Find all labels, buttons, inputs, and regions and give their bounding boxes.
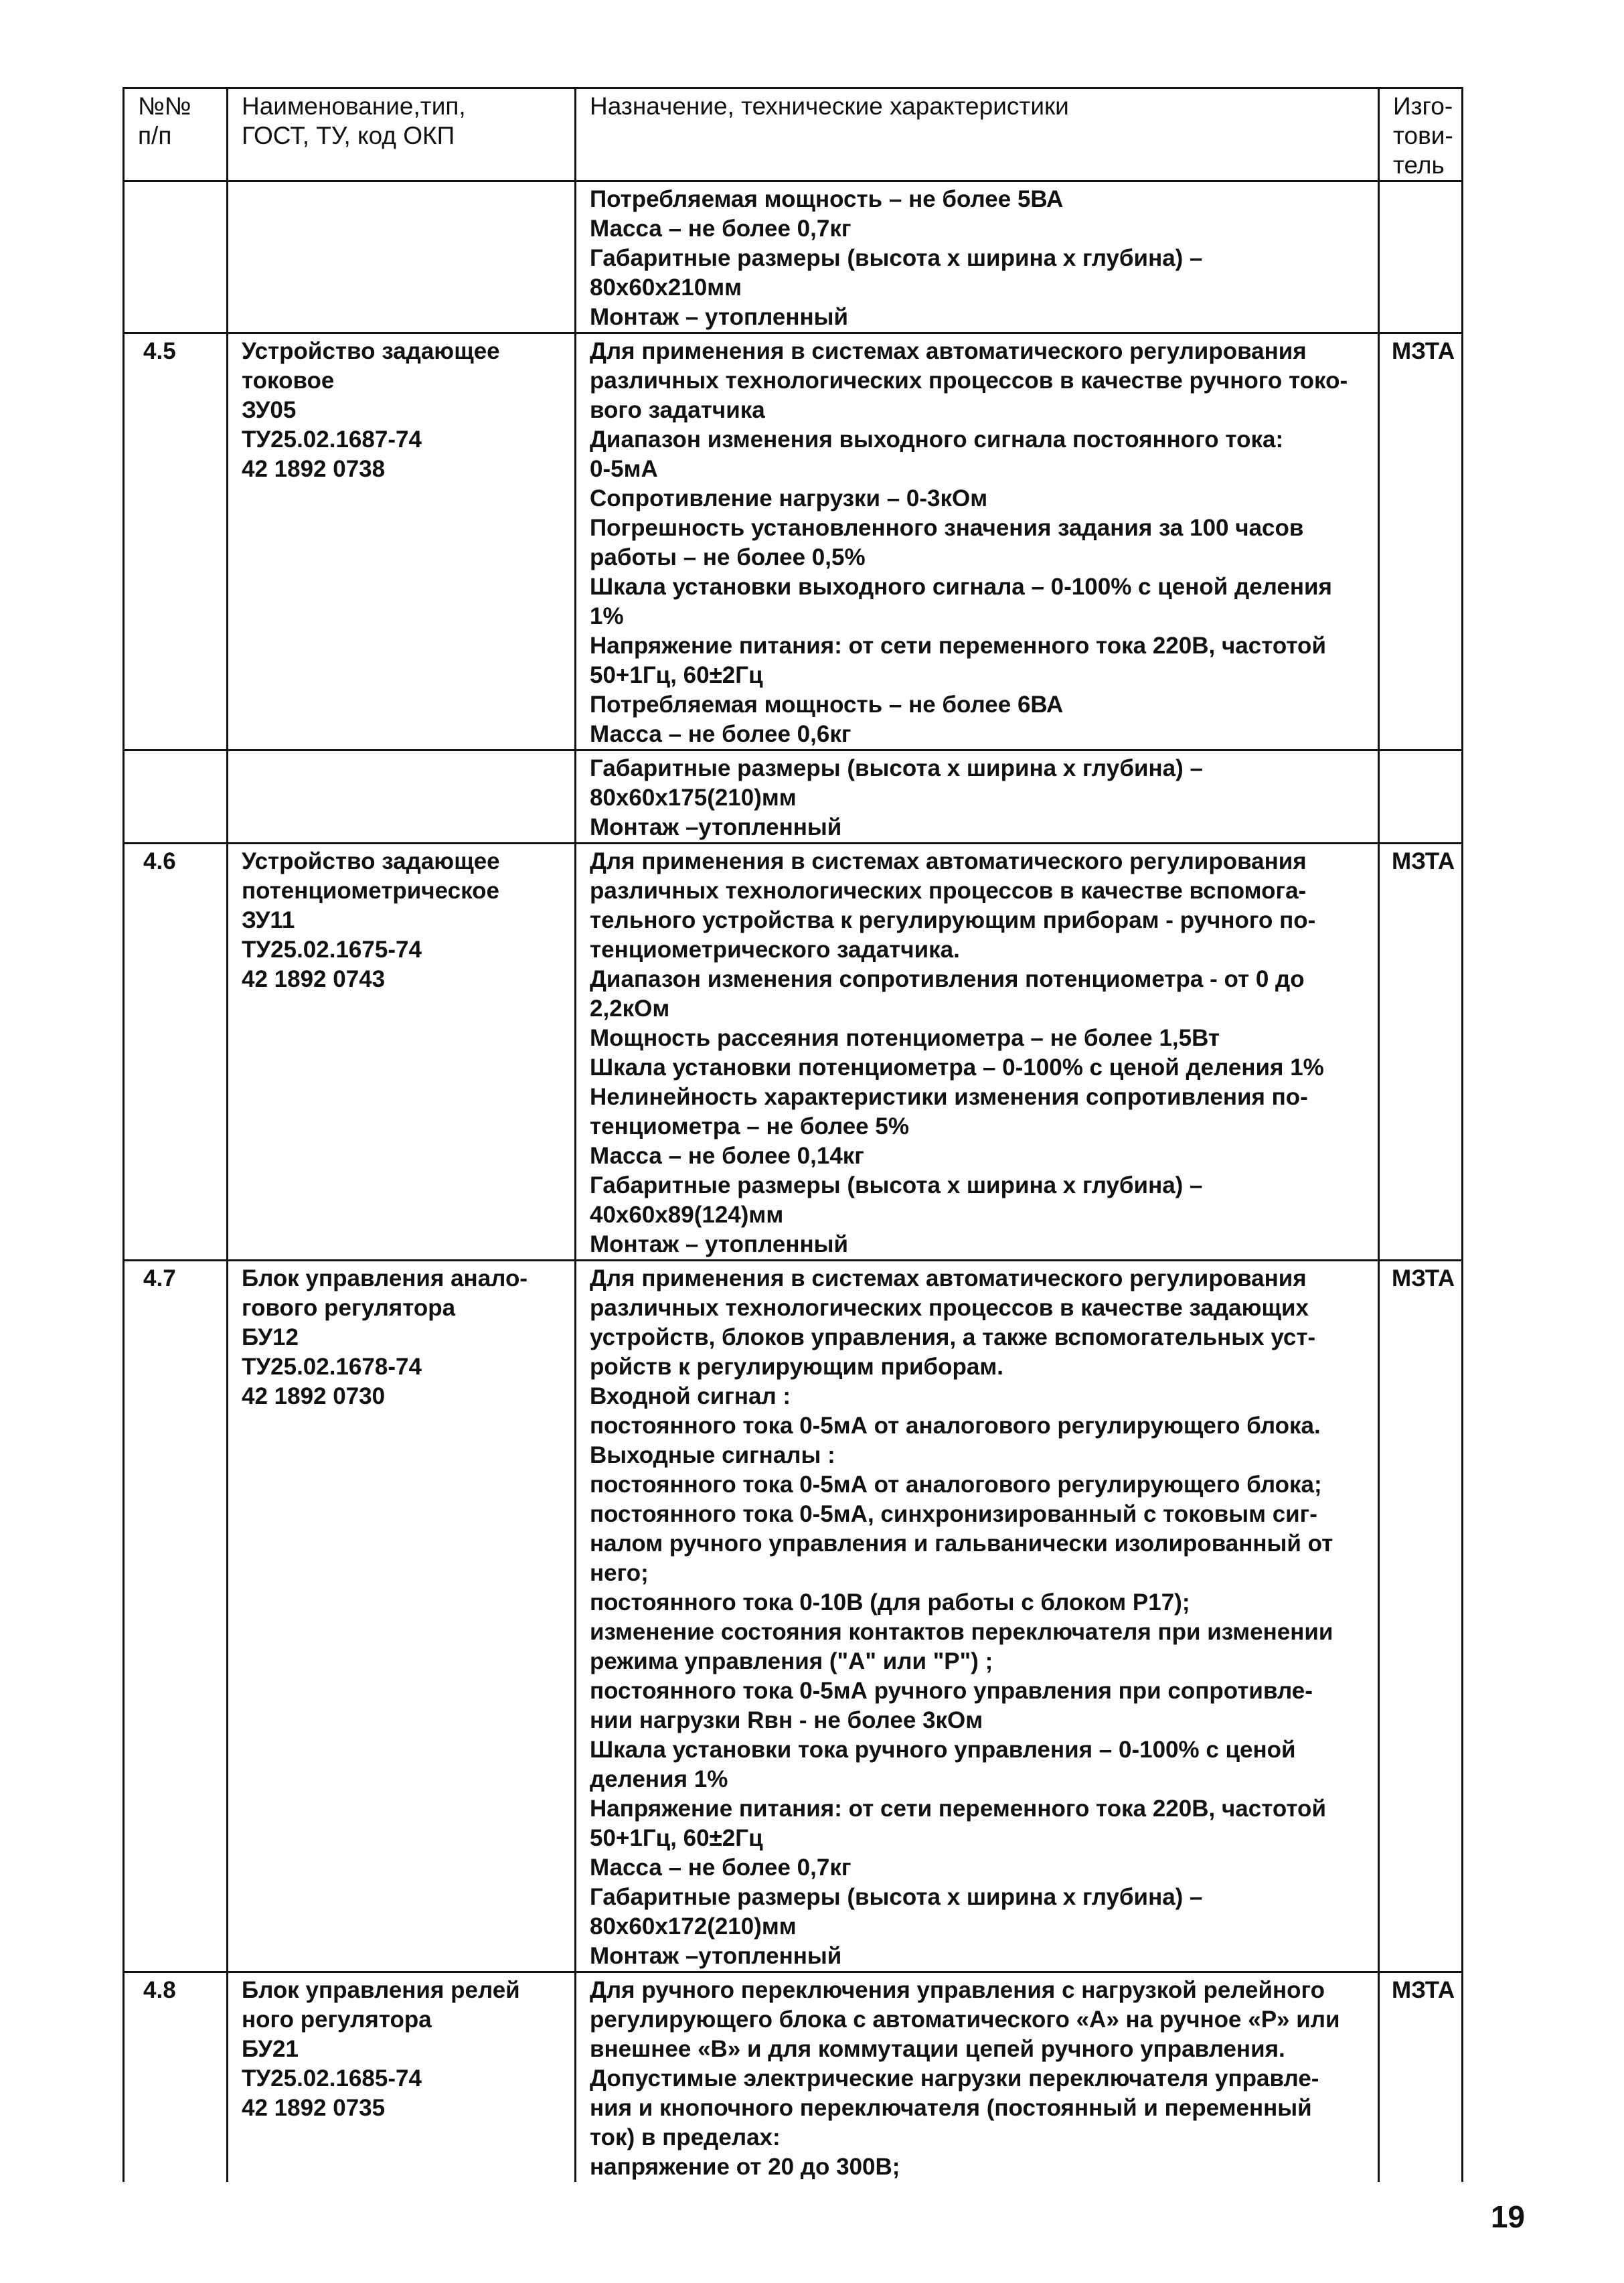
name-line: Блок управления анало- [242, 1265, 527, 1291]
row-number: 4.5 [124, 333, 228, 751]
name-line: БУ12 [242, 1324, 299, 1350]
purpose-line: Монтаж –утопленный [590, 814, 842, 840]
purpose-line: устройств, блоков управления, а также вспомогательных уст- [590, 1324, 1316, 1350]
purpose-line: Шкала установки тока ручного управления – 0-100% с ценой [590, 1737, 1296, 1763]
purpose-line: тельного устройства к регулирующим приборам - ручного по- [590, 907, 1316, 933]
purpose-line: постоянного тока 0-5мА от аналогового регулирующего блока; [590, 1472, 1322, 1498]
purpose-line: постоянного тока 0-5мА, синхронизированный с токовым сиг- [590, 1501, 1317, 1527]
purpose-line: Мощность рассеяния потенциометра – не более 1,5Вт [590, 1025, 1220, 1051]
row-purpose [576, 751, 1379, 844]
purpose-line: Для ручного переключения управления с нагрузкой релейного [590, 1977, 1325, 2003]
row-purpose [576, 181, 1379, 333]
header-number: №№ п/п [124, 88, 228, 181]
row-name [228, 333, 576, 751]
purpose-line: Для применения в системах автоматического регулирования [590, 1265, 1307, 1291]
row-maker: МЗТА [1379, 844, 1463, 1261]
row-name [228, 181, 576, 333]
purpose-line: внешнее «В» и для коммутации цепей ручного управления. [590, 2036, 1285, 2062]
row-number: 4.7 [124, 1261, 228, 1972]
row-purpose [576, 333, 1379, 751]
purpose-line: 80х60х210мм [590, 274, 742, 301]
name-line: ТУ25.02.1675-74 [242, 937, 422, 963]
purpose-line: 50+1Гц, 60±2Гц [590, 1825, 763, 1851]
row-maker: МЗТА [1379, 333, 1463, 751]
purpose-line: Потребляемая мощность – не более 5ВА [590, 186, 1064, 212]
purpose-line: 1% [590, 603, 624, 629]
purpose-line: Напряжение питания: от сети переменного тока 220В, частотой [590, 633, 1326, 659]
table-row [124, 844, 1463, 1261]
row-number [124, 751, 228, 844]
name-line: токовое [242, 368, 335, 394]
specification-table [123, 87, 1463, 2182]
purpose-line: Габаритные размеры (высота х ширина х глyбина) – [590, 755, 1203, 781]
purpose-line: Шкала установки потенциометра – 0-100% с ценой деления 1% [590, 1054, 1324, 1081]
name-line: 42 1892 0743 [242, 966, 386, 992]
purpose-line: Напряжение питания: от сети переменного тока 220В, частотой [590, 1796, 1326, 1822]
purpose-line: Масса – не более 0,14кг [590, 1143, 864, 1169]
purpose-line: 40х60х89(124)мм [590, 1202, 784, 1228]
name-line: 42 1892 0735 [242, 2095, 386, 2121]
row-name [228, 844, 576, 1261]
purpose-line: напряжение от 20 до 300В; [590, 2154, 900, 2180]
purpose-line: Для применения в системах автоматического регулирования [590, 338, 1307, 364]
name-line: ЗУ11 [242, 907, 295, 933]
name-line: 42 1892 0738 [242, 456, 386, 482]
purpose-line: Габаритные размеры (высота х ширина х глубина) – [590, 245, 1203, 271]
purpose-line: ройств к регулирующим приборам. [590, 1354, 1003, 1380]
purpose-line: Для применения в системах автоматического регулирования [590, 848, 1307, 874]
purpose-line: 80х60х175(210)мм [590, 785, 797, 811]
purpose-line: Шкала установки выходного сигнала – 0-100% с ценой деления [590, 574, 1332, 600]
row-maker [1379, 181, 1463, 333]
purpose-line: Масса – не более 0,7кг [590, 1855, 851, 1881]
purpose-line: Потребляемая мощность – не более 6ВА [590, 692, 1064, 718]
table-row [124, 181, 1463, 333]
table-row [124, 751, 1463, 844]
name-line: Блок управления релей [242, 1977, 520, 2003]
purpose-line: него; [590, 1560, 649, 1586]
purpose-line: Погрешность установленного значения задания за 100 часов [590, 515, 1304, 541]
row-name [228, 1972, 576, 2183]
purpose-line: тенциометрического задатчика. [590, 937, 960, 963]
purpose-line: изменение состояния контактов переключателя при изменении [590, 1619, 1333, 1645]
row-purpose [576, 1972, 1379, 2183]
row-number [124, 181, 228, 333]
name-line: ного регулятора [242, 2006, 432, 2033]
purpose-line: 2,2кОм [590, 996, 670, 1022]
purpose-line: постоянного тока 0-10В (для работы с блоком Р17); [590, 1589, 1190, 1616]
page-number: 19 [1490, 2199, 1525, 2234]
purpose-line: 80х60х172(210)мм [590, 1913, 797, 1940]
purpose-line: вого задатчика [590, 397, 765, 423]
purpose-line: ния и кнопочного переключателя (постоянный и переменный [590, 2095, 1312, 2121]
purpose-line: ток) в пределах: [590, 2124, 781, 2150]
table-header-row [124, 88, 1463, 181]
purpose-line: Диапазон изменения сопротивления потенциометра - от 0 до [590, 966, 1305, 992]
purpose-line: работы – не более 0,5% [590, 544, 866, 570]
name-line: ТУ25.02.1685-74 [242, 2065, 422, 2092]
purpose-line: Габаритные размеры (высота х ширина х глубина) – [590, 1884, 1203, 1910]
table-row [124, 333, 1463, 751]
purpose-line: налом ручного управления и гальванически изолированный от [590, 1530, 1333, 1557]
name-line: ТУ25.02.1687-74 [242, 426, 422, 453]
purpose-line: 50+1Гц, 60±2Гц [590, 662, 763, 688]
purpose-line: деления 1% [590, 1766, 728, 1792]
row-number: 4.6 [124, 844, 228, 1261]
name-line: потенциометрическое [242, 878, 499, 904]
purpose-line: постоянного тока 0-5мА ручного управления при сопротивле- [590, 1678, 1313, 1704]
purpose-line: постоянного тока 0-5мА от аналогового регулирующего блока. [590, 1413, 1321, 1439]
purpose-line: Монтаж –утопленный [590, 1943, 842, 1969]
name-line: ЗУ05 [242, 397, 297, 423]
table-row [124, 1972, 1463, 2183]
purpose-line: Входной сигнал : [590, 1383, 791, 1409]
row-name [228, 751, 576, 844]
row-maker [1379, 751, 1463, 844]
header-name: Наименование,тип, ГОСТ, ТУ, код ОКП [228, 88, 576, 181]
header-purpose: Назначение, технические характеристики [576, 88, 1379, 181]
purpose-line: 0-5мА [590, 456, 658, 482]
purpose-line: Сопротивление нагрузки – 0-3кОм [590, 485, 988, 511]
purpose-line: Габаритные размеры (высота х ширина х глубина) – [590, 1172, 1203, 1198]
purpose-line: Масса – не более 0,7кг [590, 216, 851, 242]
row-maker: МЗТА [1379, 1972, 1463, 2183]
row-purpose [576, 1261, 1379, 1972]
row-maker: МЗТА [1379, 1261, 1463, 1972]
name-line: БУ21 [242, 2036, 299, 2062]
purpose-line: Монтаж – утопленный [590, 304, 849, 330]
name-line: Устройство задающее [242, 848, 500, 874]
purpose-line: различных технологических процессов в качестве ручного токо- [590, 368, 1348, 394]
purpose-line: различных технологических процессов в качестве задающих [590, 1295, 1309, 1321]
purpose-line: различных технологических процессов в качестве вспомога- [590, 878, 1307, 904]
purpose-line: регулирующего блока с автоматического «А» на ручное «Р» или [590, 2006, 1340, 2033]
row-purpose [576, 844, 1379, 1261]
purpose-line: Монтаж – утопленный [590, 1231, 849, 1257]
name-line: Устройство задающее [242, 338, 500, 364]
purpose-line: Диапазон изменения выходного сигнала постоянного тока: [590, 426, 1284, 453]
purpose-line: Нелинейность характеристики изменения сопротивления по- [590, 1084, 1308, 1110]
purpose-line: режима управления ("А" или "Р") ; [590, 1648, 993, 1674]
name-line: гового регулятора [242, 1295, 456, 1321]
row-number: 4.8 [124, 1972, 228, 2183]
purpose-line: тенциометра – не более 5% [590, 1113, 909, 1139]
purpose-line: Выходные сигналы : [590, 1442, 835, 1468]
header-maker: Изго- тови- тель [1379, 88, 1463, 181]
name-line: 42 1892 0730 [242, 1383, 386, 1409]
table-row [124, 1261, 1463, 1972]
purpose-line: нии нагрузки Rвн - не более 3кОм [590, 1707, 983, 1733]
purpose-line: Допустимые электрические нагрузки переключателя управле- [590, 2065, 1319, 2092]
name-line: ТУ25.02.1678-74 [242, 1354, 422, 1380]
row-name [228, 1261, 576, 1972]
purpose-line: Масса – не более 0,6кг [590, 721, 851, 747]
